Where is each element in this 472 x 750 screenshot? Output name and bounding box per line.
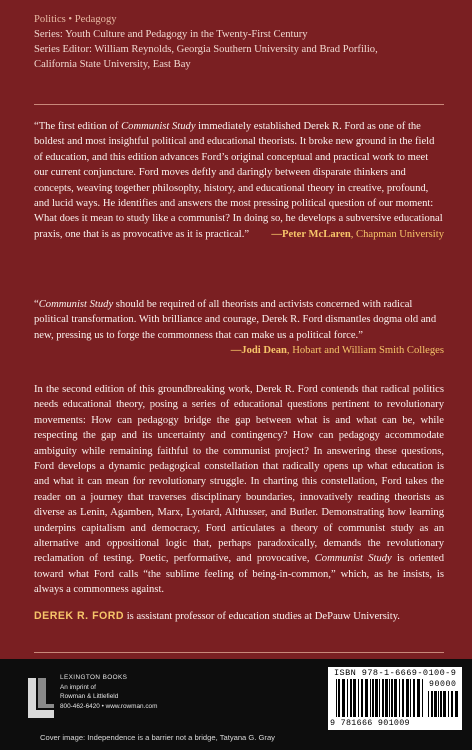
description-text: is oriented toward what Ford calls “the sublime feeling of being-in-common,” which, as he insists, is always a commonness against. xyxy=(34,553,444,596)
price-barcode-icon xyxy=(428,691,458,717)
category-line: Politics • Pedagogy xyxy=(34,14,117,25)
author-name: DEREK R. FORD xyxy=(34,610,125,622)
publisher-parent: Rowman & Littlefield xyxy=(60,693,119,701)
book-description xyxy=(34,382,444,598)
description-text: In the second edition of this groundbreaking work, Derek R. Ford contends that radical politics needs educational theory, posing a series of educational questions pertinent to revolutionary movements: How can pedagogy bridge the gap between what is and what can be, while respecting the gap and its uncertainty and contingency? How can pedagogy accommodate ambiguity while remaining faithful to the communist project? In answering these questions, Ford develops a dynamic pedagogical constellation that radically opens up what education is and what it can mean for revolutionary struggle. In charting this constellation, Ford takes the reader on a journey that traverses disciplinary boundaries, innovatively reading theorists as diverse as Lenin, Agamben, Marx, Lyotard, Althusser, and Butler. Demonstrating how learning underpins capitalism and democracy, Ford articulates a theory of communist study as an alternative and oppositional logic that, perhaps paradoxically, demands the revolutionary reclamation of testing. Poetic, performative, and provocative, xyxy=(34,384,444,565)
quote-text: should be required of all theorists and activists concerned with radical political transformation. With brilliance and courage, Derek R. Ford dismantles dogma old and new, pressing us to forge the commonness that can make us a political force.” xyxy=(34,299,437,341)
quote-text: immediately established Derek R. Ford as one of the boldest and most insightful political and educational theorists. It broke new ground in the field of education, and this edition advances Ford’s original conceptual and practical work to meet our current conjuncture. Ford moves deftly and daringly between disparate thinkers and concepts, weaving together philosophy, history, and educational theory in creative, profound, and lucid ways. He identifies and answers the most pressing political question of our moment: What does it mean to study like a communist? In doing so, he develops a subversive educational praxis, one that is as provocative as it is practical.” xyxy=(34,121,443,240)
isbn-text: ISBN 978-1-6669-0100-9 xyxy=(334,668,457,678)
series-header xyxy=(34,12,454,72)
author-bio-text: is assistant professor of education studies at DePauw University. xyxy=(124,611,400,622)
attribution-affiliation: , Chapman University xyxy=(350,228,444,240)
author-bio xyxy=(34,609,454,624)
publisher-info xyxy=(60,673,157,711)
quote-text: “The first edition of xyxy=(34,121,122,132)
book-title-italic: Communist Study xyxy=(121,121,196,132)
divider-top xyxy=(34,104,444,105)
barcode-digits: 9 781666 901009 xyxy=(330,718,410,728)
endorsement-dean xyxy=(34,297,444,359)
quote-attribution xyxy=(271,227,444,242)
endorsement-mclaren xyxy=(34,119,444,242)
book-title-italic: Communist Study xyxy=(38,299,114,310)
attribution-name: —Jodi Dean xyxy=(230,345,287,357)
publisher-logo-icon xyxy=(26,674,56,720)
attribution-name: —Peter McLaren xyxy=(271,228,351,240)
quote-attribution xyxy=(231,343,444,358)
series-editors-line2: California State University, East Bay xyxy=(34,59,191,70)
book-title-italic: Communist Study xyxy=(314,553,392,565)
barcode xyxy=(328,667,462,730)
attribution-affiliation: , Hobart and William Smith Colleges xyxy=(286,345,444,357)
barcode-bars-icon xyxy=(336,679,424,717)
divider-bottom xyxy=(34,652,444,653)
series-title: Series: Youth Culture and Pedagogy in the Twenty-First Century xyxy=(34,29,308,40)
quote-text: “ xyxy=(34,299,39,310)
publisher-name: LEXINGTON BOOKS xyxy=(60,674,128,681)
series-editors-line1: Series Editor: William Reynolds, Georgia Southern University and Brad Porfilio, xyxy=(34,44,378,55)
publisher-contact: 800-462-6420 • www.rowman.com xyxy=(60,702,158,710)
publisher-imprint: An imprint of xyxy=(60,683,96,691)
price-code: 90000 xyxy=(429,680,457,689)
cover-credit: Cover image: Independence is a barrier not a bridge, Tatyana G. Gray xyxy=(40,733,275,742)
